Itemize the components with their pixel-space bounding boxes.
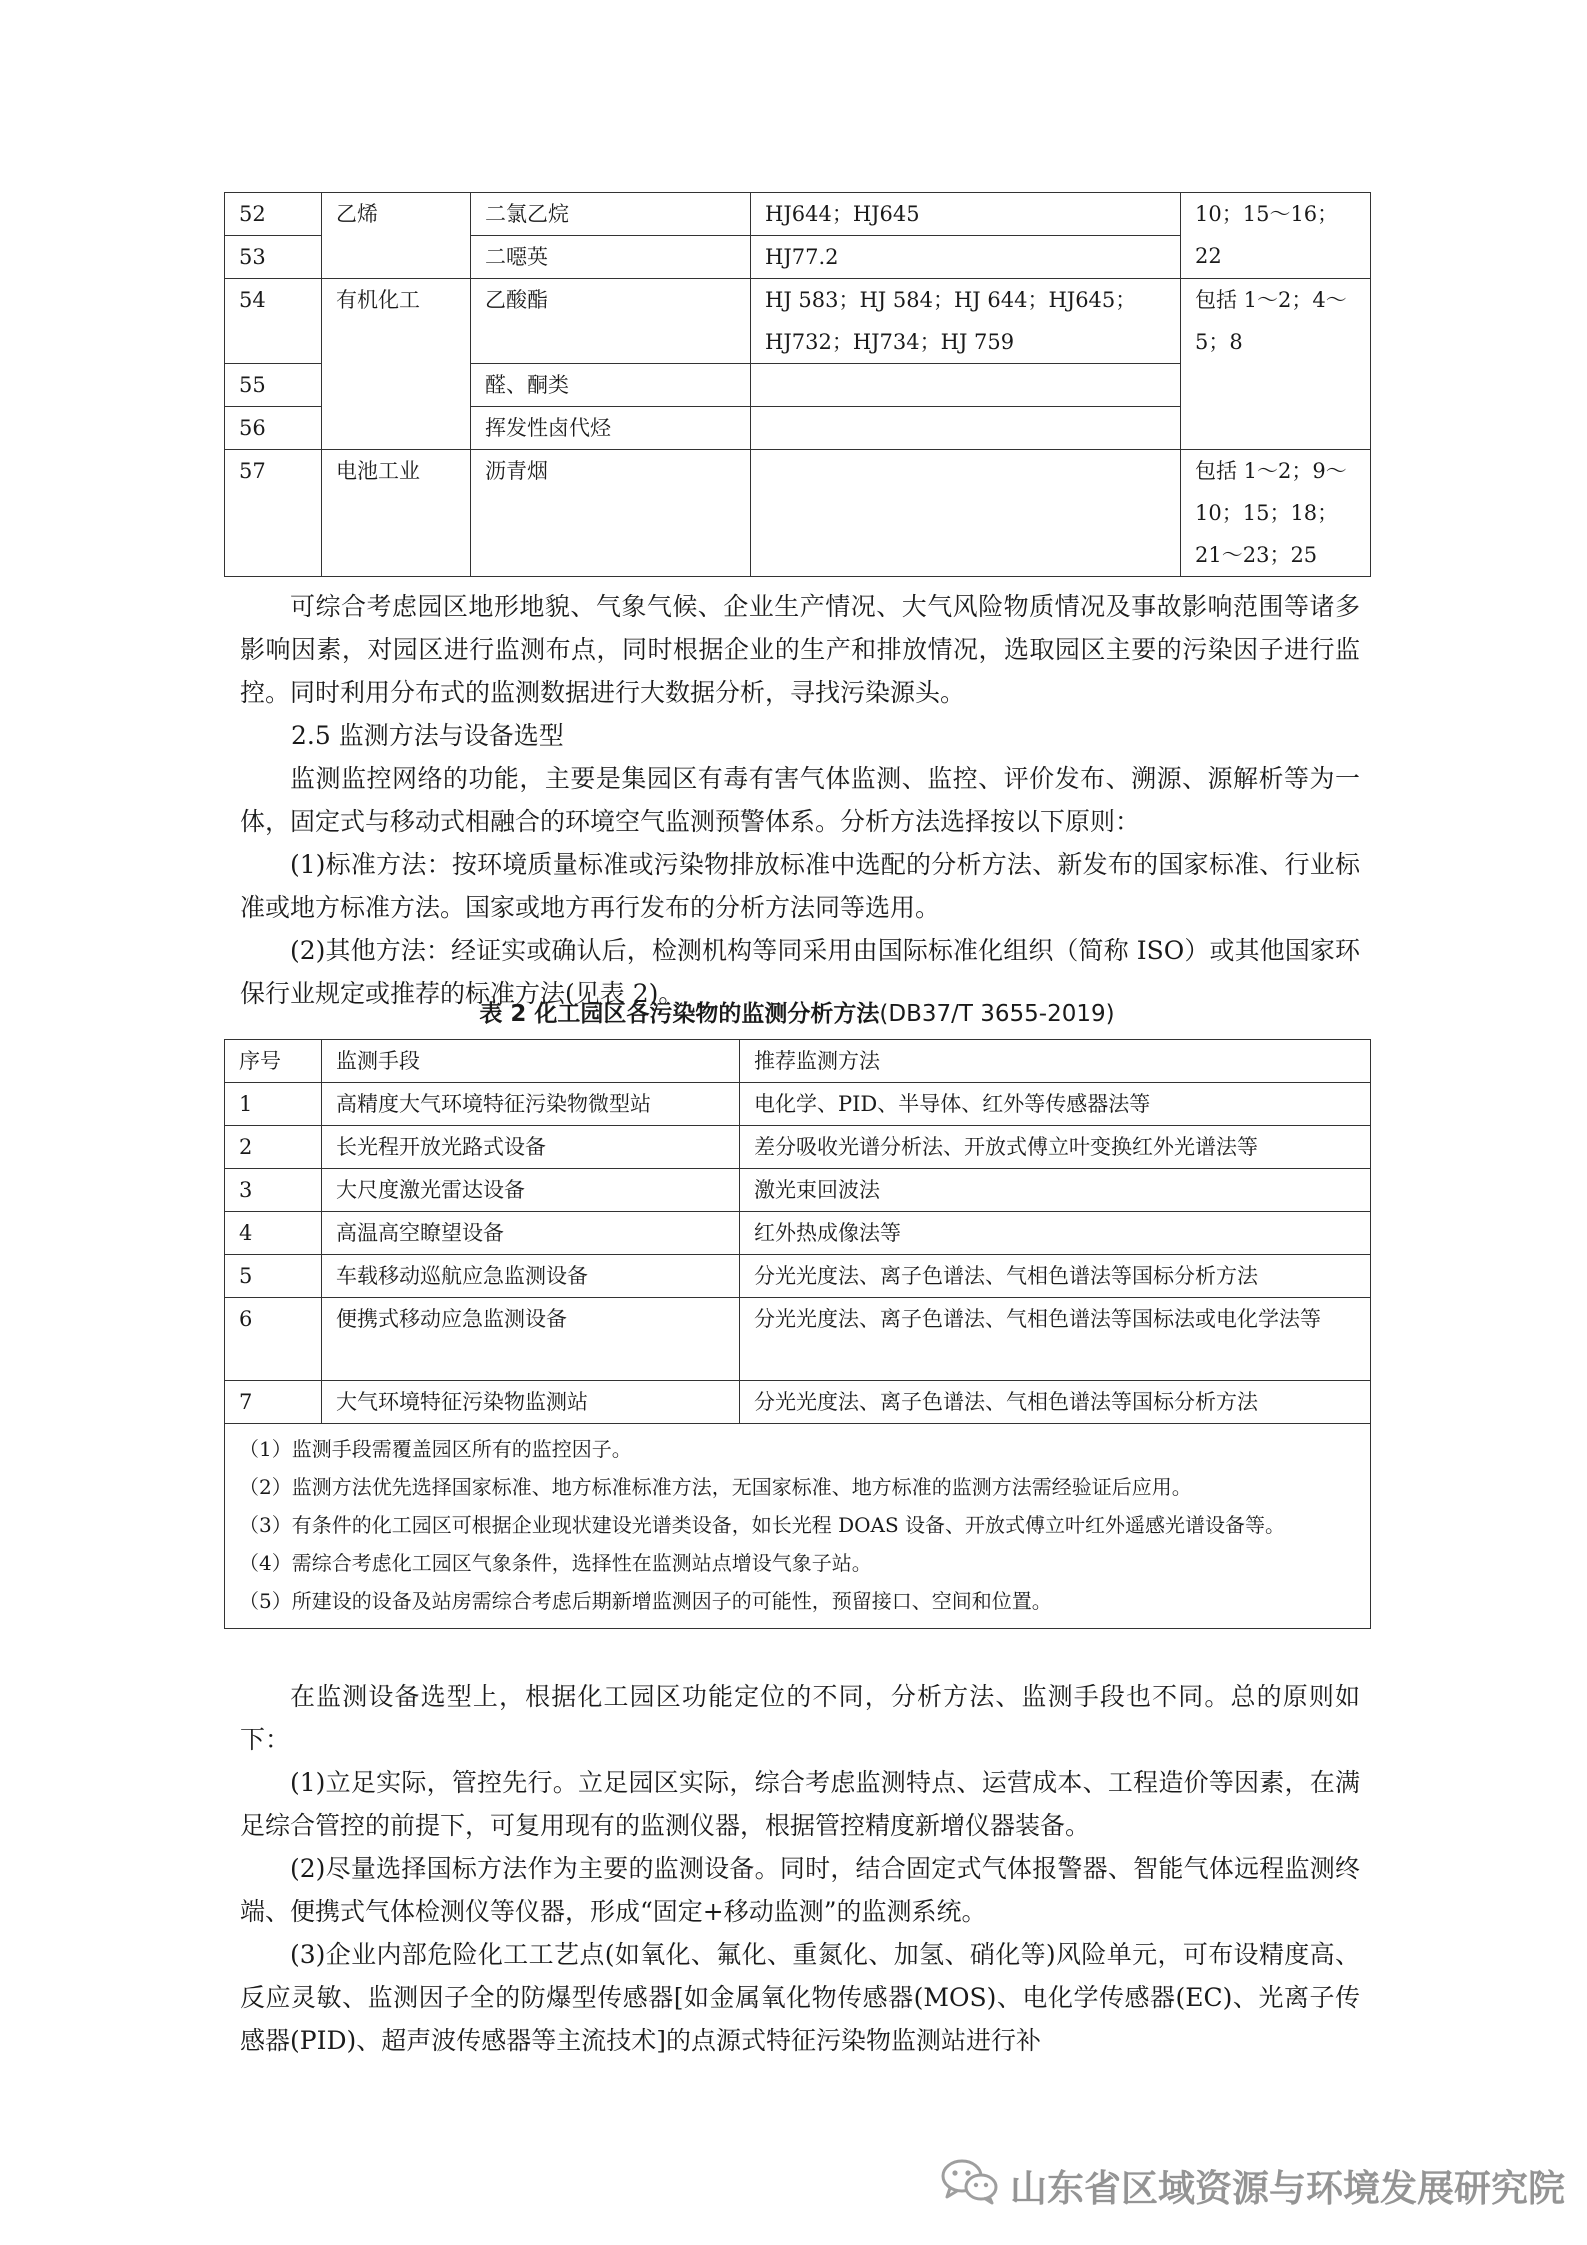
table-note: （1）监测手段需覆盖园区所有的监控因子。 [239,1437,632,1461]
remark-cell: 包括 1～2；9～10；15；18；21～23；25 [1181,450,1371,577]
method-cell: 红外热成像法等 [740,1212,1371,1255]
pollutant-cell: 沥青烟 [471,450,751,577]
means-cell: 便携式移动应急监测设备 [322,1298,740,1381]
method-cell: 分光光度法、离子色谱法、气相色谱法等国标分析方法 [740,1381,1371,1424]
method-cell: HJ 583；HJ 584；HJ 644；HJ645；HJ732；HJ734；HJ 759 [751,279,1181,364]
table-caption-standard: (DB37/T 3655-2019) [879,1001,1115,1027]
method-cell [751,364,1181,407]
table-row [225,1381,1371,1424]
method-cell [751,407,1181,450]
monitoring-method-table [224,1039,1371,1629]
table-row [225,1298,1371,1381]
row-number: 53 [225,236,322,279]
table-row [225,279,1371,364]
table-row [225,1169,1371,1212]
means-cell: 大尺度激光雷达设备 [322,1169,740,1212]
remark-cell: 包括 1～2；4～5；8 [1181,279,1371,450]
paragraph: (2)尽量选择国标方法作为主要的监测设备。同时，结合固定式气体报警器、智能气体远程监测终端、便携式气体检测仪等仪器，形成“固定+移动监测”的监测系统。 [240,1854,1360,1926]
table-note: （4）需综合考虑化工园区气象条件，选择性在监测站点增设气象子站。 [239,1551,872,1575]
table-row [225,1126,1371,1169]
watermark [940,2150,1565,2220]
pollutant-cell: 二氯乙烷 [471,193,751,236]
method-cell: HJ644；HJ645 [751,193,1181,236]
paragraph: 可综合考虑园区地形地貌、气象气候、企业生产情况、大气风险物质情况及事故影响范围等诸多影响因素，对园区进行监测布点，同时根据企业的生产和排放情况，选取园区主要的污染因子进行监控。同时利用分布式的监测数据进行大数据分析，寻找污染源头。 [240,592,1360,707]
industry-cell: 有机化工 [322,279,471,450]
industry-cell: 电池工业 [322,450,471,577]
means-cell: 高精度大气环境特征污染物微型站 [322,1083,740,1126]
watermark-text: 山东省区域资源与环境发展研究院 [1010,2167,1565,2210]
table-notes [225,1424,1371,1629]
paragraph: (1)标准方法：按环境质量标准或污染物排放标准中选配的分析方法、新发布的国家标准、行业标准或地方标准方法。国家或地方再行发布的分析方法同等选用。 [240,850,1360,922]
row-number: 5 [225,1255,322,1298]
means-cell: 车载移动巡航应急监测设备 [322,1255,740,1298]
pollutant-cell: 二噁英 [471,236,751,279]
row-number: 55 [225,364,322,407]
row-number: 1 [225,1083,322,1126]
table-row [225,1083,1371,1126]
table-row [225,1255,1371,1298]
row-number: 52 [225,193,322,236]
method-cell: 激光束回波法 [740,1169,1371,1212]
paragraph: 监测监控网络的功能，主要是集园区有毒有害气体监测、监控、评价发布、溯源、源解析等为一体，固定式与移动式相融合的环境空气监测预警体系。分析方法选择按以下原则： [240,764,1360,836]
remark-cell: 10；15～16；22 [1181,193,1371,279]
means-cell: 长光程开放光路式设备 [322,1126,740,1169]
row-number: 7 [225,1381,322,1424]
method-cell: 分光光度法、离子色谱法、气相色谱法等国标分析方法 [740,1255,1371,1298]
pollutant-cell: 乙酸酯 [471,279,751,364]
method-cell: 电化学、PID、半导体、红外等传感器法等 [740,1083,1371,1126]
table-row [225,1212,1371,1255]
row-number: 57 [225,450,322,577]
table-header-row [225,1040,1371,1083]
table-caption-title: 表 2 化工园区各污染物的监测分析方法 [479,1001,880,1027]
industry-cell: 乙烯 [322,193,471,279]
row-number: 6 [225,1298,322,1381]
table-note: （5）所建设的设备及站房需综合考虑后期新增监测因子的可能性，预留接口、空间和位置。 [239,1589,1052,1613]
pollutant-table-continued [224,192,1371,577]
row-number: 4 [225,1212,322,1255]
row-number: 2 [225,1126,322,1169]
method-cell: 差分吸收光谱分析法、开放式傅立叶变换红外光谱法等 [740,1126,1371,1169]
section-heading: 2.5 监测方法与设备选型 [291,721,564,750]
wechat-icon [940,2157,1000,2214]
paragraph: (2)其他方法：经证实或确认后，检测机构等同采用由国际标准化组织（简称 ISO）或其他国家环保行业规定或推荐的标准方法(见表 2)。 [240,936,1360,1008]
table-notes-row [225,1424,1371,1629]
method-cell: HJ77.2 [751,236,1181,279]
table-row [225,450,1371,577]
means-cell: 大气环境特征污染物监测站 [322,1381,740,1424]
method-cell [751,450,1181,577]
table-row [225,193,1371,236]
paragraph: (1)立足实际，管控先行。立足园区实际，综合考虑监测特点、运营成本、工程造价等因素，在满足综合管控的前提下，可复用现有的监测仪器，根据管控精度新增仪器装备。 [240,1768,1360,1840]
row-number: 54 [225,279,322,364]
table-caption [224,996,1370,1032]
header-method: 推荐监测方法 [740,1040,1371,1083]
row-number: 56 [225,407,322,450]
pollutant-cell: 醛、酮类 [471,364,751,407]
paragraph: (3)企业内部危险化工工艺点(如氧化、氟化、重氮化、加氢、硝化等)风险单元，可布设精度高、反应灵敏、监测因子全的防爆型传感器[如金属氧化物传感器(MOS)、电化学传感器(EC)、光离子传感器(PID)、超声波传感器等主流技术]的点源式特征污染物监测站进行补 [240,1940,1360,2055]
paragraph: 在监测设备选型上，根据化工园区功能定位的不同，分析方法、监测手段也不同。总的原则如下： [240,1682,1360,1754]
header-no: 序号 [225,1040,322,1083]
table-note: （2）监测方法优先选择国家标准、地方标准标准方法，无国家标准、地方标准的监测方法需经验证后应用。 [239,1475,1192,1499]
header-means: 监测手段 [322,1040,740,1083]
means-cell: 高温高空瞭望设备 [322,1212,740,1255]
pollutant-cell: 挥发性卤代烃 [471,407,751,450]
row-number: 3 [225,1169,322,1212]
table-note: （3）有条件的化工园区可根据企业现状建设光谱类设备，如长光程 DOAS 设备、开放式傅立叶红外遥感光谱设备等。 [239,1513,1286,1537]
method-cell: 分光光度法、离子色谱法、气相色谱法等国标法或电化学法等 [740,1298,1371,1381]
